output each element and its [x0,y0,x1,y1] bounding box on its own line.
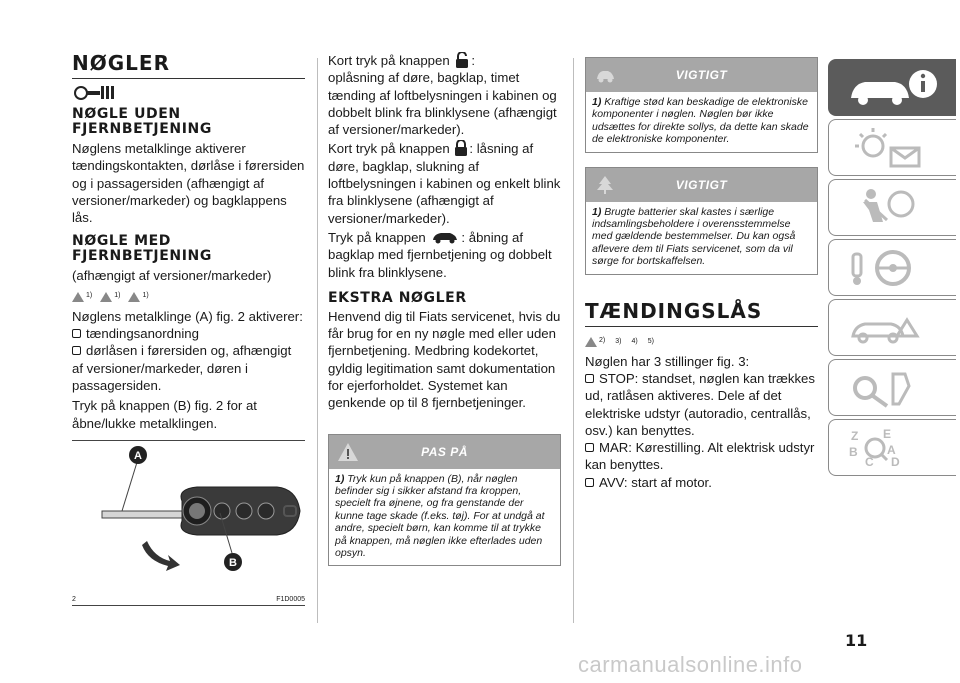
right-column [585,52,818,491]
warning-triangle-icon [585,337,597,347]
key-icon [72,83,305,101]
title-rule [585,326,818,327]
paragraph: oplåsning af døre, bagklap, timet tænding af loftbelysningen i kabinen og dobbelt blink fra blinklysene (afhængigt af versioner/markeder). [328,70,557,138]
list-item: AVV: start af motor. [585,474,818,491]
tab-warning-lights[interactable] [828,119,956,176]
warning-ref[interactable]: 4) [631,338,638,346]
notice-header [586,58,817,92]
figure-code: F1D0005 [276,595,305,603]
bullet-icon [72,329,81,338]
chapter-tabs [828,59,956,479]
warning-ref[interactable]: 1) [100,292,120,302]
warning-references [72,287,305,307]
warning-ref[interactable]: 3) [615,338,622,346]
warning-ref[interactable]: 5) [647,338,654,346]
subtitle-key-without-remote: NØGLE UDEN FJERNBETJENING [72,106,212,137]
warning-triangle-icon [72,292,84,302]
svg-text:E: E [883,427,892,441]
title-rule [72,78,305,79]
car-info-icon [843,66,943,110]
bullet-icon [72,346,81,355]
figure-number: 2 [72,595,76,603]
warning-ref[interactable]: 2) [585,337,605,347]
tab-safety[interactable] [828,179,956,236]
svg-text:Z: Z [851,429,859,443]
unlock-icon [455,52,469,68]
notice-header [329,435,560,469]
paragraph-unlock: Kort tryk på knappen : [328,53,476,68]
tab-maintenance[interactable] [828,359,956,416]
important-notice [585,57,818,153]
section-title-ignition: TÆNDINGSLÅS [585,298,763,323]
page-number: 11 [845,631,868,650]
notice-body: 1) Tryk kun på knappen (B), når nøglen befinder sig i sikker afstand fra kroppen, specielt fra øjnene, og fra genstande der kunne tage skade (f.eks. tøj). For at undgå at andre, specielt børn, kan komme til at trykke på knappen, må nøglen ikke efterlades uden opsyn. [335,472,545,560]
warning-ref[interactable]: 1) [128,292,148,302]
column-divider [317,58,318,623]
warning-ref[interactable]: 1) [72,292,92,302]
list-item: tændingsanordning [72,325,305,342]
driving-scene-icon [843,306,943,350]
warning-lights-icon [843,126,943,170]
tab-index[interactable] [828,419,956,476]
svg-text:A: A [887,443,896,457]
notice-body: 1) Brugte batterier skal kastes i særlige indsamlingsbeholdere i overensstemmelse med gældende bestemmelser. Du kan også aflevere dem til Fiats servicenet, som da vil sørge for bortskaffelsen. [592,205,796,268]
notice-header [586,168,817,202]
left-column [72,51,305,603]
key-figure [72,440,305,603]
bullet-icon [585,443,594,452]
svg-text:B: B [849,445,858,459]
svg-text:C: C [865,455,874,469]
list-item: STOP: standset, nøglen kan trækkes ud, ratlåsen aktiveres. Dele af det elektriske udstyr (autoradio, centrallås, osv.) kan benyttes. [585,370,815,438]
paragraph: Tryk på knappen (B) fig. 2 for at åbne/lukke metalklingen. [72,398,257,431]
notice-body: 1) Kraftige stød kan beskadige de elektroniske komponenter i nøglen. Nøglen bør ikke udsættes for direkte sollys, da dette kan skade de elektroniske komponenter. [592,96,809,146]
section-title-keys: NØGLER [72,51,170,75]
paragraph: (afhængigt af versioner/markeder) [72,268,272,284]
notice-title: VIGTIGT [675,68,728,82]
important-notice [585,167,818,275]
paragraph-tailgate: Tryk på knappen : åbning af bagklap med fjernbetjening og dobbelt blink fra blinklysene. [328,229,552,280]
bullet-icon [585,478,594,487]
paragraph: Henvend dig til Fiats servicenet, hvis du får brug for en ny nøgle med eller uden fjernbetjening. Medbring kodekortet, gyldig legitimation samt dokumentation for ejerforholdet. Systemet kan genkende op til 8 fjernbetjeninger. [328,308,561,411]
warning-references [585,332,818,352]
callout-a: A [134,449,142,462]
paragraph-lock: Kort tryk på knappen : låsning af døre, bagklap, slukning af loftbelysningen i kabinen og enkelt blink fra blinklysene (afhængigt af versioner/markeder). [328,141,561,226]
tab-emergency[interactable] [828,299,956,356]
callout-b: B [229,556,237,569]
paragraph: Nøglen har 3 stillinger fig. 3: [585,353,750,369]
notice-title: PAS PÅ [421,444,468,459]
warning-triangle-icon [100,292,112,302]
subtitle-key-with-remote: NØGLE MED FJERNBETJENING [72,233,212,265]
bullet-icon [585,374,594,383]
lock-icon [454,140,468,156]
figure-caption [72,596,305,606]
service-tools-icon [843,366,943,410]
column-divider [573,58,574,623]
notice-title: VIGTIGT [675,177,728,192]
paragraph: Nøglens metalklinge aktiverer tændingskontakten, dørlåse i førersiden og i passagersiden (afhængigt af versioner/markeder) og bagklappens lås. [72,141,305,226]
watermark: carmanualsonline.info [578,652,803,677]
paragraph: Nøglens metalklinge (A) fig. 2 aktiverer: [72,308,303,324]
steering-wheel-icon [843,246,943,290]
caution-notice [328,434,561,567]
warning-triangle-icon [128,292,140,302]
middle-column [328,52,561,566]
tab-driving[interactable] [828,239,956,296]
flip-key-illustration [72,441,305,591]
tab-car-info[interactable] [828,59,956,116]
list-item: MAR: Kørestilling. Alt elektrisk udstyr kan benyttes. [585,440,815,473]
tailgate-car-icon [431,230,459,244]
alphabet-index-icon [843,426,943,470]
airbag-safety-icon [843,186,943,230]
svg-text:D: D [891,455,900,469]
list-item: dørlåsen i førersiden og, afhængigt af versioner/markeder, døren i passagersiden. [72,343,292,393]
subtitle-extra-keys: EKSTRA NØGLER [328,289,467,306]
